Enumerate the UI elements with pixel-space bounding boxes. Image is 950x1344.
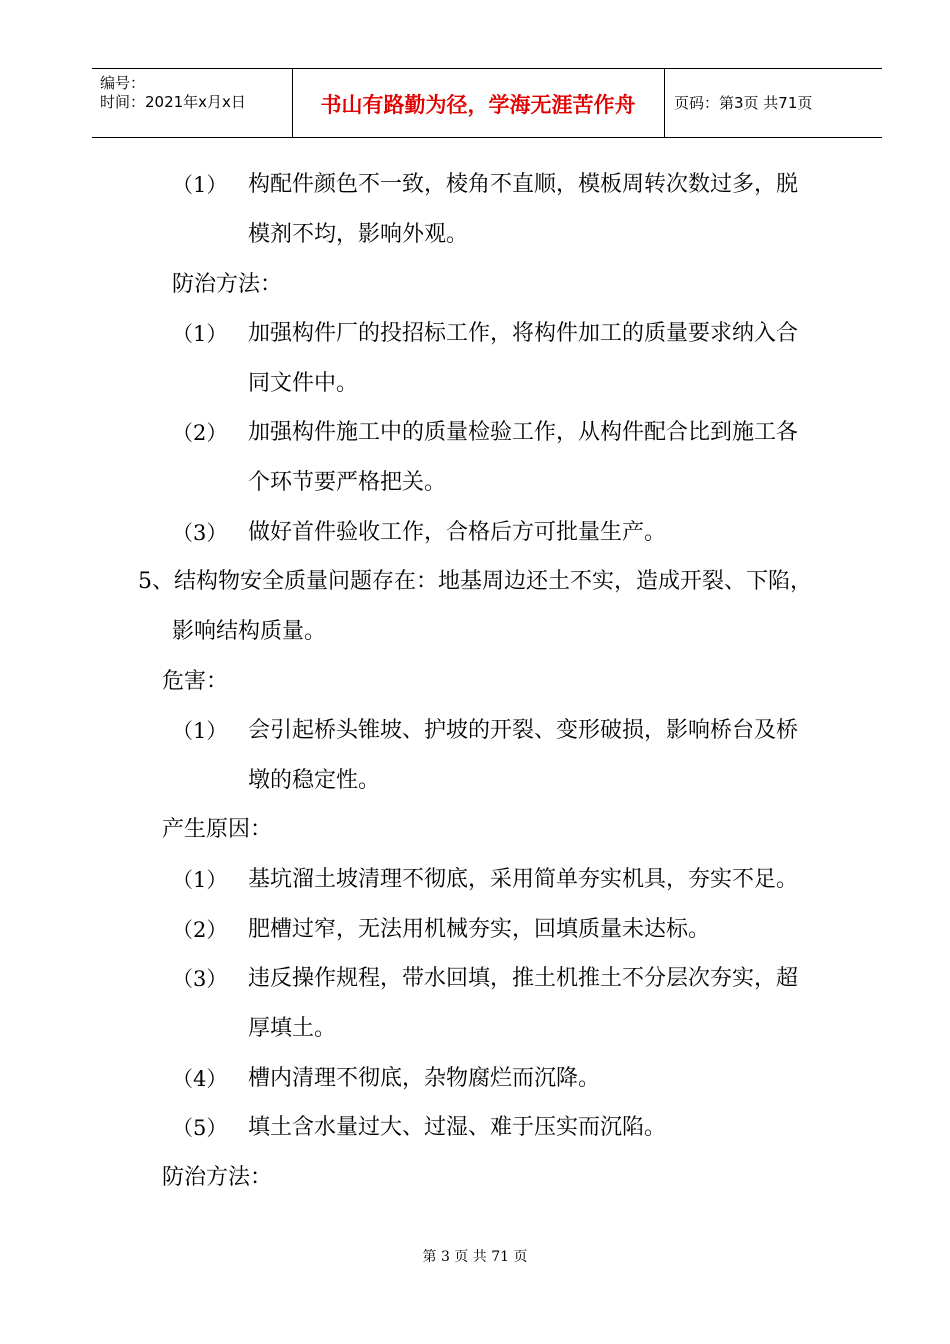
item-number: （1） <box>172 719 228 743</box>
code-label: 编号： <box>100 74 146 92</box>
page-header <box>92 68 882 138</box>
paragraph-line: 基坑溜土坡清理不彻底，采用简单夯实机具，夯实不足。 <box>248 867 799 892</box>
header-page-cell <box>664 69 882 137</box>
header-motto: 书山有路勤为径，学海无涯苦作舟 <box>320 93 636 117</box>
paragraph-line: 模剂不均，影响外观。 <box>248 222 469 247</box>
header-page-label: 页码：第3页 共71页 <box>674 94 813 112</box>
item-number: （1） <box>172 173 228 197</box>
item-number: （4） <box>172 1067 228 1091</box>
paragraph-line: 加强构件厂的投招标工作，将构件加工的质量要求纳入合 <box>248 321 799 346</box>
item-number: （1） <box>172 868 228 892</box>
paragraph-line: 墩的稳定性。 <box>248 768 381 793</box>
paragraph-line: 影响结构质量。 <box>172 619 327 644</box>
page-footer: 第 3 页 共 71 页 <box>422 1249 528 1265</box>
paragraph-line: 构配件颜色不一致，棱角不直顺，模板周转次数过多，脱 <box>248 172 799 197</box>
item-number: （3） <box>172 967 228 991</box>
paragraph-line: 加强构件施工中的质量检验工作，从构件配合比到施工各 <box>248 420 799 445</box>
item-number: （2） <box>172 918 228 942</box>
section-heading: 防治方法： <box>162 1165 273 1190</box>
paragraph-line: 填土含水量过大、过湿、难于压实而沉陷。 <box>248 1115 667 1140</box>
paragraph-line: 会引起桥头锥坡、护坡的开裂、变形破损，影响桥台及桥 <box>248 718 799 743</box>
paragraph-line: 个环节要严格把关。 <box>248 470 447 495</box>
section-heading: 5、结构物安全质量问题存在：地基周边还土不实，造成开裂、下陷， <box>138 569 812 594</box>
item-number: （2） <box>172 421 228 445</box>
paragraph-line: 肥槽过窄，无法用机械夯实，回填质量未达标。 <box>248 917 711 942</box>
section-heading: 产生原因： <box>162 817 273 842</box>
item-number: （5） <box>172 1116 228 1140</box>
item-number: （1） <box>172 322 228 346</box>
paragraph-line: 槽内清理不彻底，杂物腐烂而沉降。 <box>248 1066 601 1091</box>
paragraph-line: 同文件中。 <box>248 371 359 396</box>
header-meta-cell <box>92 69 293 137</box>
item-number: （3） <box>172 521 228 545</box>
section-heading: 危害： <box>162 669 229 694</box>
paragraph-line: 做好首件验收工作，合格后方可批量生产。 <box>248 520 667 545</box>
section-heading: 防治方法： <box>172 272 283 297</box>
header-motto-cell <box>292 69 665 137</box>
paragraph-line: 厚填土。 <box>248 1016 337 1041</box>
paragraph-line: 违反操作规程，带水回填，推土机推土不分层次夯实，超 <box>248 966 799 991</box>
time-label: 时间：2021年x月x日 <box>100 93 246 111</box>
